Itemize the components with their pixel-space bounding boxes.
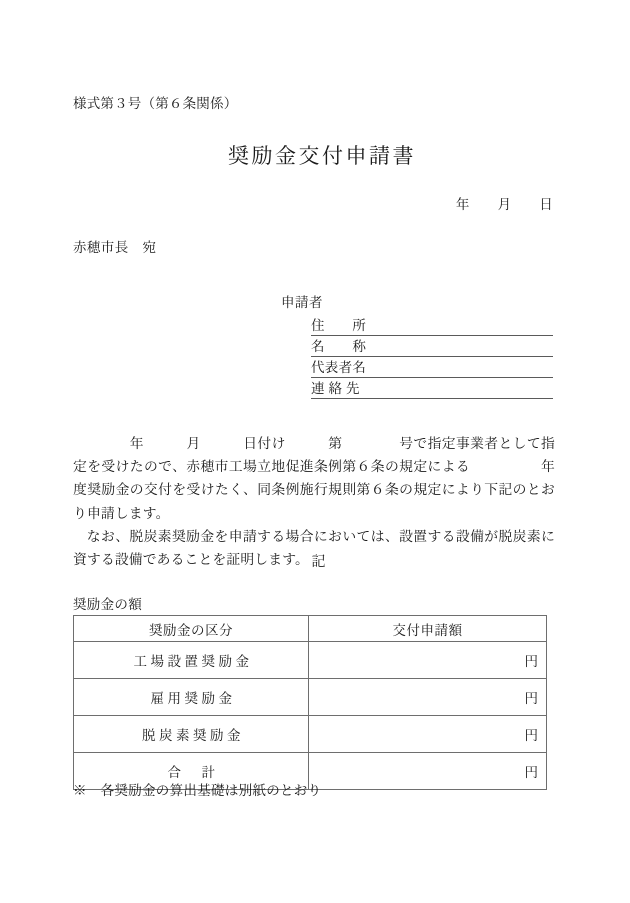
row-category-total: 合 計 — [74, 753, 309, 790]
row-category-factory-installation: 工場設置奨励金 — [74, 642, 309, 679]
table-row — [74, 716, 547, 753]
row-category-decarbonization: 脱炭素奨励金 — [74, 716, 309, 753]
applicant-field-contact-label: 連 絡 先 — [311, 381, 360, 396]
applicant-field-representative[interactable] — [311, 357, 553, 378]
body-paragraph-1: 年 月 日付け 第 号で指定事業者として指定を受けたので、赤穂市工場立地促進条例第６条の規定による 年度奨励金の交付を受けたく、同条例施行規則第６条の規定により下記のとおり申請します。 — [73, 436, 555, 521]
row-amount-employment-unit: 円 — [524, 691, 538, 706]
row-category-employment: 雇用奨励金 — [74, 679, 309, 716]
date-year-label: 年 — [455, 197, 470, 212]
amounts-table-caption: 奨励金の額 — [73, 597, 142, 612]
applicant-field-name-label: 名 称 — [311, 339, 367, 354]
body-paragraph-2: なお、脱炭素奨励金を申請する場合においては、設置する設備が脱炭素に資する設備であることを証明します。 — [73, 528, 555, 568]
applicant-field-name[interactable] — [311, 336, 553, 357]
row-amount-total-unit: 円 — [524, 765, 538, 780]
page-title: 奨励金交付申請書 — [228, 144, 416, 168]
amounts-table — [73, 615, 547, 790]
table-row — [74, 679, 547, 716]
table-row — [74, 642, 547, 679]
applicant-field-address-label: 住 所 — [311, 318, 367, 333]
ki-mark: 記 — [311, 555, 327, 570]
table-header-row — [74, 616, 547, 642]
addressee: 赤穂市長 宛 — [73, 240, 157, 255]
date-day-label: 日 — [539, 197, 553, 212]
row-amount-decarbonization-unit: 円 — [524, 728, 538, 743]
row-amount-factory-installation[interactable] — [309, 642, 547, 679]
row-amount-total[interactable] — [309, 753, 547, 790]
amounts-footnote: ※ 各奨励金の算出基礎は別紙のとおり — [73, 783, 322, 798]
applicant-field-representative-label: 代表者名 — [311, 360, 367, 375]
column-header-category: 奨励金の区分 — [74, 616, 309, 642]
row-amount-factory-installation-unit: 円 — [524, 654, 538, 669]
column-header-amount: 交付申請額 — [309, 616, 547, 642]
date-line — [0, 193, 553, 213]
applicant-block — [281, 291, 556, 399]
row-amount-decarbonization[interactable] — [309, 716, 547, 753]
applicant-field-contact[interactable] — [311, 378, 553, 399]
row-amount-employment[interactable] — [309, 679, 547, 716]
applicant-field-address[interactable] — [311, 315, 553, 336]
form-number: 様式第３号（第６条関係） — [73, 96, 238, 111]
date-month-label: 月 — [497, 197, 512, 212]
applicant-label: 申請者 — [281, 295, 323, 310]
